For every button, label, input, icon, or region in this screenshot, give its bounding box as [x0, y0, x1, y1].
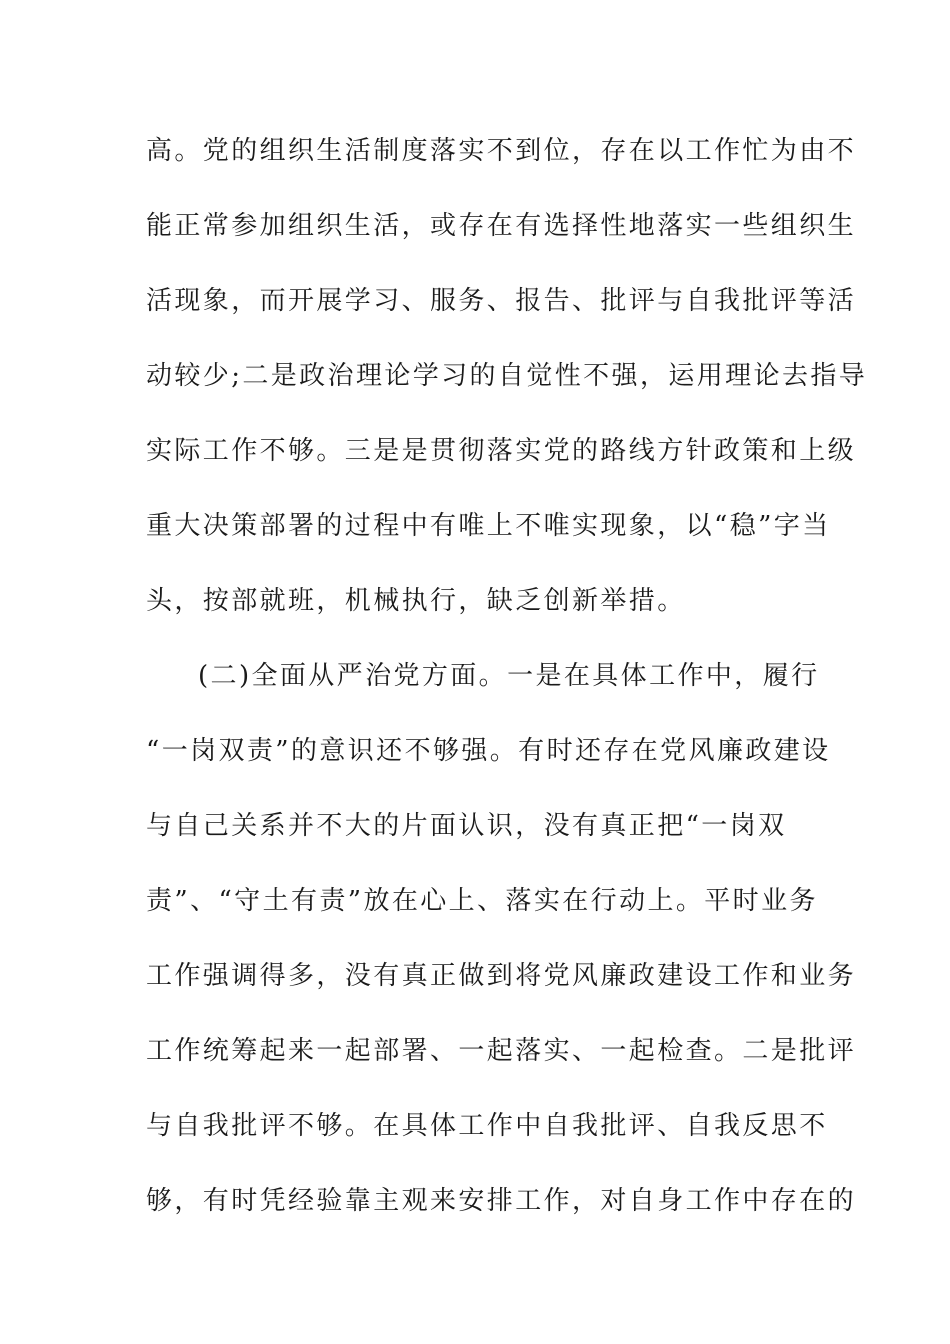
text-line: 工作强调得多，没有真正做到将党风廉政建设工作和业务 — [146, 961, 857, 991]
text-line: 动较少;二是政治理论学习的自觉性不强，运用理论去指导 — [146, 361, 868, 391]
text-line: 与自己关系并不大的片面认识，没有真正把“一岗双 — [146, 811, 787, 841]
text-line: 活现象，而开展学习、服务、报告、批评与自我批评等活 — [146, 286, 857, 316]
text-line: “一岗双责”的意识还不够强。有时还存在党风廉政建设 — [146, 736, 831, 766]
text-line: 责”、“守土有责”放在心上、落实在行动上。平时业务 — [146, 886, 818, 916]
text-line: 重大决策部署的过程中有唯上不唯实现象，以“稳”字当 — [146, 511, 831, 541]
text-line: 工作统筹起来一起部署、一起落实、一起检查。二是批评 — [146, 1036, 857, 1066]
text-line: 与自我批评不够。在具体工作中自我批评、自我反思不 — [146, 1111, 828, 1141]
text-line: 能正常参加组织生活，或存在有选择性地落实一些组织生 — [146, 211, 857, 241]
text-line: 实际工作不够。三是是贯彻落实党的路线方针政策和上级 — [146, 436, 857, 466]
text-line: 够，有时凭经验靠主观来安排工作，对自身工作中存在的 — [146, 1186, 857, 1216]
text-line: 头，按部就班，机械执行，缺乏创新举措。 — [146, 586, 686, 616]
section-heading-line: (二)全面从严治党方面。一是在具体工作中，履行 — [198, 661, 820, 691]
text-line: 高。党的组织生活制度落实不到位，存在以工作忙为由不 — [146, 136, 857, 166]
